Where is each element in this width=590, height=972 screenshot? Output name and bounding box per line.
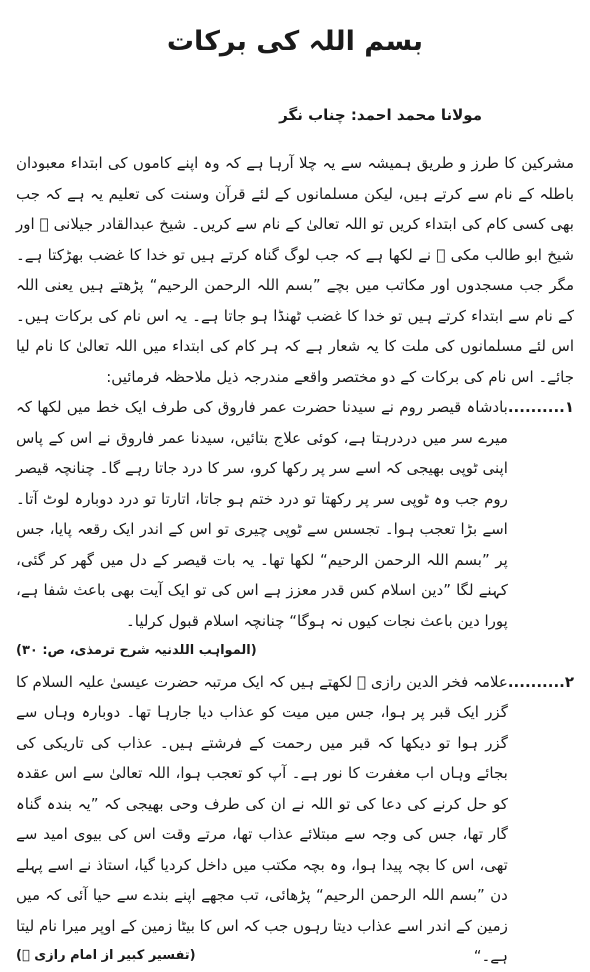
list-item-1	[16, 392, 574, 667]
item-body	[16, 667, 508, 972]
item-number: ۲..........	[507, 672, 574, 691]
item-text: علامہ فخر الدین رازی ﷫ لکھتے ہیں کہ ایک مرتبہ حضرت عیسیٰ علیہ السلام کا گزر ایک قبر پر ہوا، جس میں میت کو عذاب دیا جارہا تھا۔ دوبارہ وہاں سے گزر ہوا تو دیکھا کہ قبر میں رحمت کے فرشتے ہیں۔ عذاب کی تاریکی کی بجائے وہاں اب مغفرت کا نور ہے۔ آپ کو تعجب ہوا، اللہ تعالیٰ سے اس عقدہ کو حل کرنے کی دعا کی تو اللہ نے ان کی طرف وحی بھیجی کہ ”یہ بندہ گناہ گار تھا، جس کی وجہ سے مبتلائے عذاب تھا، مرتے وقت اس کی بیوی امید سے تھی، اس کا بچہ پیدا ہوا، وہ بچہ مکتب میں داخل کردیا گیا، استاذ نے اسے پہلے دن ”بسم اللہ الرحمن الرحیم“ پڑھائی، تب مجھے اپنے بندے سے حیا آئی کہ میں زمین کے اندر اسے عذاب دیتا رہوں جب کہ اس کا بیٹا زمین کے اوپر میرا نام لیتا ہے۔“	[16, 672, 508, 965]
item-reference: (تفسیر کبیر از امام رازی ﷫)	[16, 948, 196, 963]
item-text: بادشاہ قیصر روم نے سیدنا حضرت عمر فاروق کی طرف ایک خط میں لکھا کہ میرے سر میں دردرہتا ہے، کوئی علاج بتائیں، سیدنا عمر فاروق نے اس کے پاس اپنی ٹوپی بھیجی کہ اسے سر پر رکھا کرو، سر کا درد جاتا رہے گا۔ چنانچہ قیصر روم جب وہ ٹوپی سر پر رکھتا تو درد ختم ہو جاتا، اتارتا تو درد دوبارہ لوٹ آتا۔ اسے بڑا تعجب ہوا۔ تجسس سے ٹوپی چیری تو اس کے اندر ایک رقعہ پایا، جس پر ”بسم اللہ الرحمن الرحیم“ لکھا تھا۔ یہ بات قیصر کے دل میں گھر کر گئی، کہنے لگا ”دین اسلام کس قدر معزز ہے اس کی تو ایک آیت بھی باعث شفا ہے، پورا دین باعث نجات کیوں نہ ہوگا“ چنانچہ اسلام قبول کرلیا۔	[16, 398, 508, 630]
list-item-2	[16, 667, 574, 972]
page-title: بسم اللہ کی برکات	[166, 26, 424, 57]
item-reference: (المواہب اللدنیہ شرح ترمذی، ص: ۳۰)	[16, 643, 257, 658]
item-number: ۱..........	[507, 398, 574, 416]
author-byline: مولانا محمد احمد: چناب نگر	[279, 106, 482, 124]
item-body	[16, 392, 508, 667]
intro-paragraph: مشرکین کا طرز و طریق ہمیشہ سے یہ چلا آرہا ہے کہ وہ اپنے کاموں کی ابتداء معبودان باطلہ کے نام سے کرتے ہیں، لیکن مسلمانوں کے لئے قرآن وسنت کی تعلیم یہ ہے کہ جب بھی کسی کام کی ابتداء کریں تو اللہ تعالیٰ کے نام سے کریں۔ شیخ عبدالقادر جیلانی ﷫ اور شیخ ابو طالب مکی ﷫ نے لکھا ہے کہ جب لوگ گناہ کرتے ہیں تو خدا کا غضب بھڑکتا ہے۔ مگر جب مسجدوں اور مکاتب میں بچے ”بسم اللہ الرحمن الرحیم“ پڑھتے ہیں یعنی اللہ کے نام سے ابتداء کرتے ہیں تو خدا کا غضب ٹھنڈا ہو جاتا ہے۔ یہ اس نام کی برکات ہیں۔ اس لئے مسلمانوں کی ملت کا یہ شعار ہے کہ ہر کام کی ابتداء میں اللہ تعالیٰ کا نام لیا جائے۔ اس نام کی برکات کے دو مختصر واقعے مندرجہ ذیل ملاحظہ فرمائیں:	[16, 154, 574, 386]
